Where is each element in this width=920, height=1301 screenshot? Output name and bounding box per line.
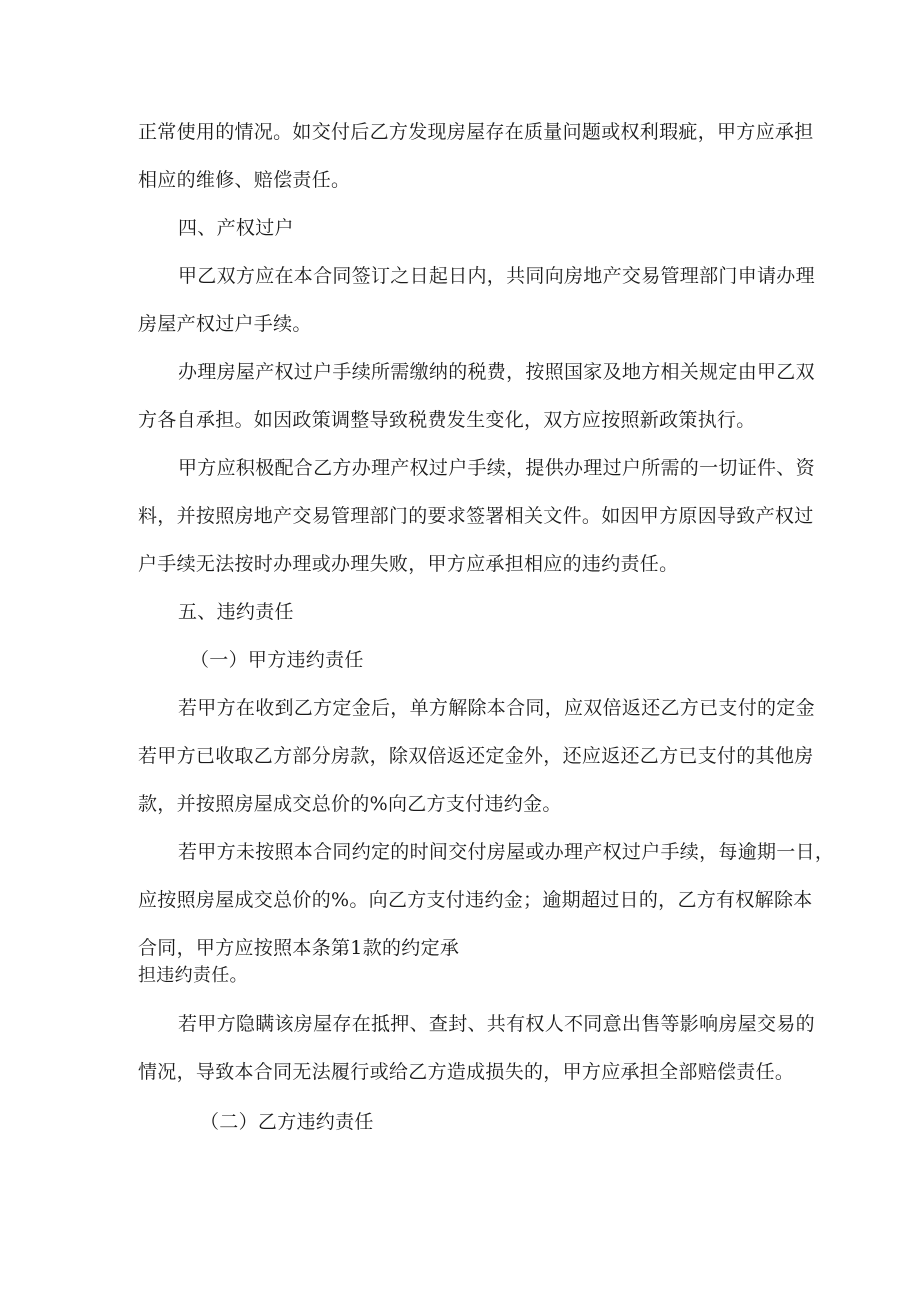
paragraph-line: 款，并按照房屋成交总价的%向乙方支付违约金。 — [138, 793, 562, 815]
paragraph-line: 合同，甲方应按照本条第1款的约定承 — [138, 937, 460, 959]
paragraph-line: 办理房屋产权过户手续所需缴纳的税费，按照国家及地方相关规定由甲乙双 — [178, 361, 815, 383]
paragraph-line: 若甲方隐瞒该房屋存在抵押、查封、共有权人不同意出售等影响房屋交易的 — [178, 1013, 815, 1035]
paragraph-line: 若甲方在收到乙方定金后，单方解除本合同，应双倍返还乙方已支付的定金 — [178, 697, 815, 719]
subsection-heading-party-b: （二）乙方违约责任 — [200, 1111, 374, 1133]
paragraph-line: 料，并按照房地产交易管理部门的要求签署相关文件。如因甲方原因导致产权过 — [138, 505, 814, 527]
paragraph-line: 方各自承担。如因政策调整导致税费发生变化，双方应按照新政策执行。 — [138, 409, 756, 431]
paragraph-line: 若甲方未按照本合同约定的时间交付房屋或办理产权过户手续，每逾期一日， — [178, 841, 835, 863]
paragraph-line: 应按照房屋成交总价的%。向乙方支付违约金；逾期超过日的，乙方有权解除本 — [138, 889, 813, 911]
paragraph-line: 户手续无法按时办理或办理失败，甲方应承担相应的违约责任。 — [138, 553, 679, 575]
paragraph-line: 甲乙双方应在本合同签订之日起日内，共同向房地产交易管理部门申请办理 — [178, 265, 815, 287]
paragraph-line: 若甲方已收取乙方部分房款，除双倍返还定金外，还应返还乙方已支付的其他房 — [138, 745, 814, 767]
paragraph-line: 正常使用的情况。如交付后乙方发现房屋存在质量问题或权利瑕疵，甲方应承担 — [138, 121, 814, 143]
section-heading-transfer: 四、产权过户 — [178, 217, 294, 239]
paragraph-line: 情况，导致本合同无法履行或给乙方造成损失的，甲方应承担全部赔偿责任。 — [138, 1061, 795, 1083]
paragraph-line: 房屋产权过户手续。 — [138, 313, 312, 335]
paragraph-line: 担违约责任。 — [138, 965, 248, 986]
section-heading-liability: 五、违约责任 — [178, 601, 294, 623]
paragraph-line: 相应的维修、赔偿责任。 — [138, 169, 351, 191]
subsection-heading-party-a: （一）甲方违约责任 — [190, 649, 364, 671]
paragraph-line: 甲方应积极配合乙方办理产权过户手续，提供办理过户所需的一切证件、资 — [178, 457, 815, 479]
